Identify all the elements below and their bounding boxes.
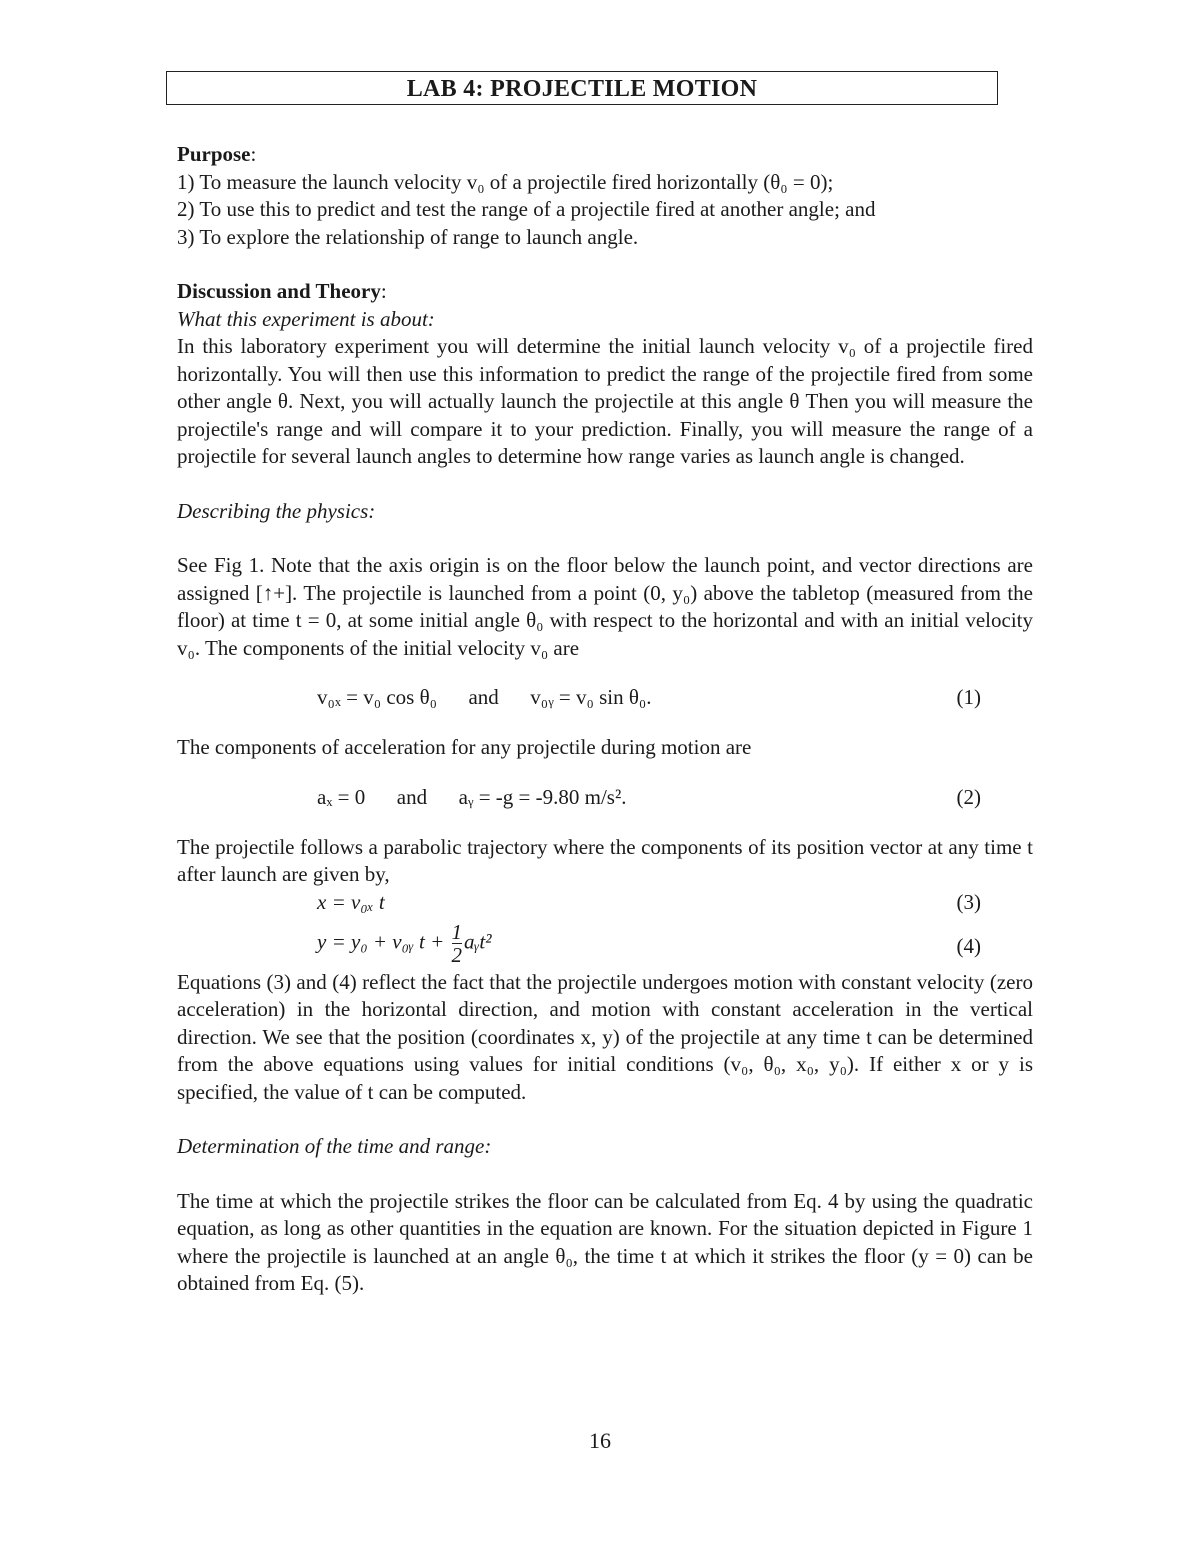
equation-3-body: x = v₀ₓ t (317, 889, 385, 914)
fraction-numerator: 1 (451, 919, 463, 944)
physics-paragraph-4: Equations (3) and (4) reflect the fact that the projectile undergoes motion with constant velocity (zero acceleration) in the horizontal direction, and motion with constant acceleration in the vertical direction. We see that the position (coordinates x, y) of the projectile at any time t can be determined from the above equations using values for initial conditions (v₀, θ₀, x₀, y₀). If either x or y is specified, the value of t can be computed. (177, 969, 1033, 1104)
time-range-subheading: Determination of the time and range: (177, 1134, 492, 1158)
fraction-denominator: 2 (451, 942, 463, 967)
physics-paragraph-3: The projectile follows a parabolic trajectory where the components of its position vector at any time t after launch are given by, (177, 834, 1033, 886)
equation-4-fraction (452, 921, 463, 966)
purpose-item: 1) To measure the launch velocity v₀ of a projectile fired horizontally (θ₀ = 0); (177, 169, 834, 194)
physics-paragraph-1: See Fig 1. Note that the axis origin is on the floor below the launch point, and vector directions are assigned [↑+]. The projectile is launched from a point (0, y₀) above the tabletop (measured from the floor) at time t = 0, at some initial angle θ₀ with respect to the horizontal and with an initial velocity v₀. The components of the initial velocity v₀ are (177, 553, 1033, 660)
equation-3-number: (3) (956, 889, 981, 914)
discussion-section (177, 278, 1033, 471)
equation-1-body: v₀ₓ = v₀ cos θ₀ and v₀ᵧ = v₀ sin θ₀. (317, 685, 652, 709)
physics-section (177, 498, 1033, 1107)
discussion-paragraph: In this laboratory experiment you will determine the initial launch velocity v₀ of a projectile fired horizontally. You will then use this information to predict the range of the projectile fired from some other angle θ. Next, you will actually launch the projectile at this angle θ Then you will measure the projectile's range and will compare it to your prediction. Finally, you will measure the range of a projectile for several launch angles to determine how range varies as launch angle is changed. (177, 334, 1033, 468)
equation-2-body: aₓ = 0 and aᵧ = -g = -9.80 m/s². (317, 784, 627, 809)
equation-1-number: (1) (956, 685, 981, 709)
time-range-paragraph: The time at which the projectile strikes the floor can be calculated from Eq. 4 by using the quadratic equation, as long as other quantities in the equation are known. For the situation depicted in Figure 1 where the projectile is launched at an angle θ₀, the time t at which it strikes the floor (y = 0) can be obtained from Eq. (5). (177, 1188, 1033, 1295)
purpose-heading: Purpose: (177, 142, 257, 166)
equation-3 (177, 889, 1033, 919)
equation-2 (177, 778, 1033, 818)
purpose-item: 2) To use this to predict and test the range of a projectile fired at another angle; and (177, 197, 876, 221)
purpose-section (177, 141, 1033, 251)
purpose-item: 3) To explore the relationship of range to launch angle. (177, 224, 639, 249)
equation-4-body (317, 921, 492, 966)
page-number: 16 (589, 1428, 611, 1453)
page-title: LAB 4: PROJECTILE MOTION (166, 71, 998, 105)
time-range-section (177, 1133, 1033, 1298)
equation-1 (177, 678, 1033, 718)
discussion-heading: Discussion and Theory: (177, 279, 387, 303)
equation-4-right: aᵧt² (464, 928, 492, 953)
physics-subheading: Describing the physics: (177, 498, 376, 523)
document-body (177, 141, 1033, 1298)
equation-4-left: y = y₀ + v₀ᵧ t + (317, 928, 445, 953)
equation-4 (177, 919, 1033, 969)
equation-4-number: (4) (956, 933, 981, 958)
physics-paragraph-2: The components of acceleration for any projectile during motion are (177, 735, 752, 759)
discussion-subheading: What this experiment is about: (177, 306, 435, 331)
equation-2-number: (2) (956, 784, 981, 809)
